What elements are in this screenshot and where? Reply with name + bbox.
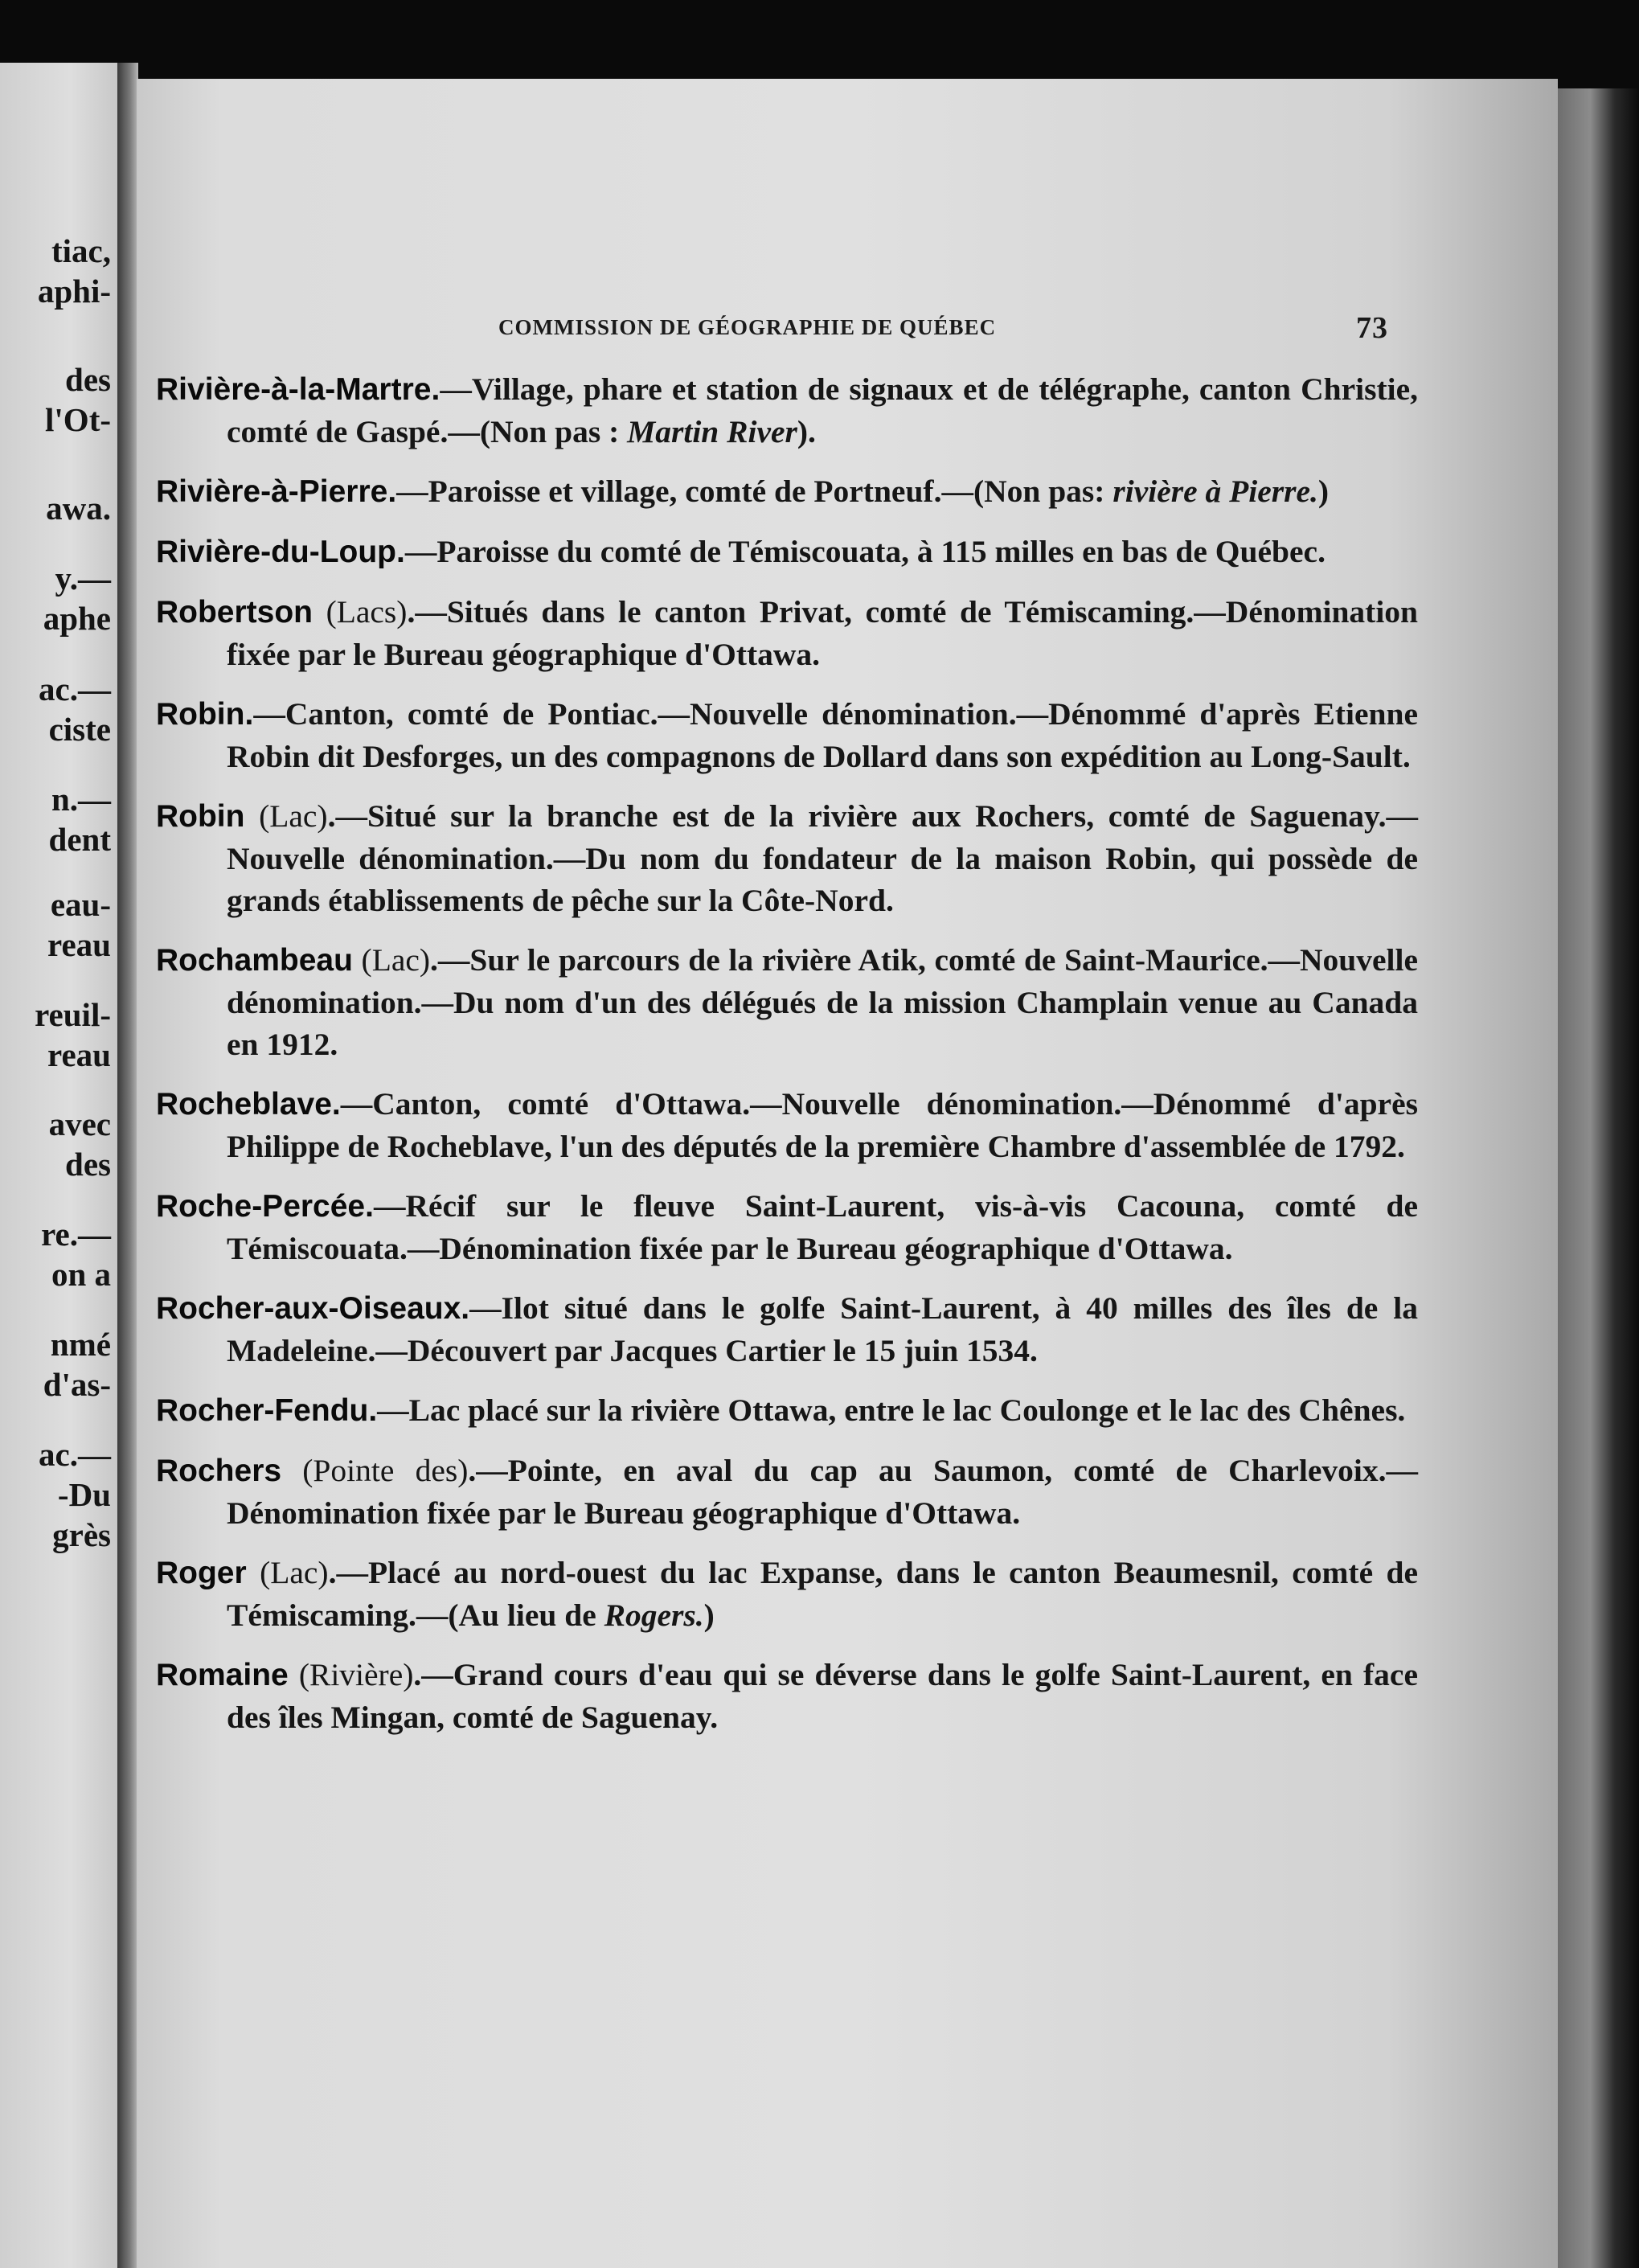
facing-page-text: ac.— — [39, 671, 111, 707]
entry-headword: Rivière-du-Loup. — [156, 535, 405, 569]
entry-qualifier: (Lac) — [246, 1555, 329, 1590]
entry-text: .—Situé sur la branche est de la rivière aux Rochers, comté de Saguenay.—Nouvelle dénomination.—Du nom du fondateur de la maison Robin, qui possède de grands établissements de pêche sur la Côte-Nord. — [227, 798, 1419, 918]
page-number: 73 — [1356, 311, 1388, 345]
entry-qualifier: (Pointe des) — [281, 1453, 469, 1488]
page-edge — [1558, 88, 1639, 2268]
entry-headword: Rochambeau — [156, 943, 353, 978]
entry-qualifier: (Lacs) — [313, 594, 408, 630]
running-title: COMMISSION DE GÉOGRAPHIE DE QUÉBEC — [498, 315, 997, 339]
entry-headword: Rivière-à-Pierre. — [156, 474, 397, 509]
facing-page-text: nmé — [50, 1326, 111, 1363]
book-page — [137, 79, 1558, 2268]
entry-headword: Rocher-aux-Oiseaux. — [156, 1291, 470, 1326]
entry-text: .—Placé au nord-ouest du lac Expanse, dans le canton Beaumesnil, comté de Témiscaming.—(Au lieu de — [227, 1555, 1418, 1633]
entry-text: —Paroisse et village, comté de Portneuf.—(Non pas: — [396, 474, 1113, 509]
facing-page-text: aphe — [43, 600, 111, 637]
facing-page-fragment — [0, 63, 117, 2268]
gazetteer-entries — [156, 368, 1418, 1756]
entry-text: .—Pointe, en aval du cap au Saumon, comté de Charlevoix.—Dénomination fixée par le Bureau géographique d'Ottawa. — [227, 1453, 1418, 1531]
entry-text: .—Grand cours d'eau qui se déverse dans le golfe Saint-Laurent, en face des îles Mingan, comté de Saguenay. — [227, 1657, 1418, 1735]
facing-page-text: on a — [51, 1256, 111, 1293]
entry-italic-text: Martin River — [627, 414, 797, 449]
entry-text: —Canton, comté de Pontiac.—Nouvelle dénomination.—Dénommé d'après Etienne Robin dit Desforges, un des compagnons de Dollard dans son expédition au Long-Sault. — [227, 696, 1418, 774]
entry-headword: Robin. — [156, 697, 254, 732]
entry-text: .—Sur le parcours de la rivière Atik, comté de Saint-Maurice.—Nouvelle dénomination.—Du nom d'un des délégués de la mission Champlain venue au Canada en 1912. — [227, 942, 1419, 1062]
facing-page-text: awa. — [46, 490, 111, 527]
entry-headword: Roche-Percée. — [156, 1189, 374, 1224]
facing-page-text: avec — [48, 1105, 111, 1142]
facing-page-text: dent — [48, 821, 111, 858]
entry-text: —Village, phare et station de signaux et de télégraphe, canton Christie, comté de Gaspé.—(Non pas : — [227, 371, 1418, 449]
gazetteer-entry — [156, 1287, 1418, 1372]
facing-page-text: -Du — [57, 1476, 111, 1513]
entry-italic-text: Rogers. — [604, 1597, 704, 1633]
facing-page-text: ciste — [48, 711, 111, 748]
entry-headword: Rivière-à-la-Martre. — [156, 372, 440, 407]
entry-text: —Paroisse du comté de Témiscouata, à 115 milles en bas de Québec. — [404, 534, 1326, 569]
facing-page-text: ac.— — [39, 1436, 111, 1473]
entry-text: .—Situés dans le canton Privat, comté de Témiscaming.—Dénomination fixée par le Bureau géographique d'Ottawa. — [227, 594, 1419, 672]
facing-page-text: reau — [47, 1036, 111, 1073]
gazetteer-entry — [156, 531, 1418, 573]
gazetteer-entry — [156, 591, 1418, 675]
facing-page-text: y.— — [55, 560, 111, 597]
gazetteer-entry — [156, 1552, 1418, 1636]
entry-headword: Rocheblave. — [156, 1087, 341, 1122]
gazetteer-entry — [156, 368, 1418, 453]
facing-page-text: tiac, — [51, 232, 111, 269]
facing-page-text: eau- — [50, 886, 111, 923]
gazetteer-entry — [156, 1185, 1418, 1269]
facing-page-text: n.— — [51, 781, 111, 818]
entry-headword: Rocher-Fendu. — [156, 1393, 378, 1428]
gazetteer-entry — [156, 1389, 1418, 1432]
entry-text: —Ilot situé dans le golfe Saint-Laurent, à 40 milles des îles de la Madeleine.—Découvert par Jacques Cartier le 15 juin 1534. — [227, 1290, 1418, 1368]
facing-page-text: d'as- — [43, 1366, 111, 1403]
facing-page-text: grès — [52, 1516, 111, 1553]
entry-text-end: ) — [1317, 474, 1330, 509]
gazetteer-entry — [156, 1450, 1418, 1534]
facing-page-text: re.— — [41, 1216, 111, 1253]
entry-qualifier: (Lac) — [244, 798, 328, 834]
facing-page-text: reuil- — [35, 996, 111, 1033]
entry-headword: Romaine — [156, 1658, 289, 1692]
gazetteer-entry — [156, 693, 1418, 777]
gazetteer-entry — [156, 795, 1418, 921]
facing-page-text: l'Ot- — [45, 401, 111, 438]
facing-page-text: des — [65, 361, 111, 398]
facing-page-text: aphi- — [37, 273, 111, 310]
gazetteer-entry — [156, 470, 1418, 513]
entry-text: —Récif sur le fleuve Saint-Laurent, vis-à-vis Cacouna, comté de Témiscouata.—Dénomination fixée par le Bureau géographique d'Ottawa. — [227, 1188, 1418, 1266]
gazetteer-entry — [156, 1654, 1418, 1738]
entry-text-end: ). — [797, 414, 816, 449]
gazetteer-entry — [156, 939, 1418, 1065]
book-gutter — [117, 63, 138, 2268]
entry-text-end: ) — [703, 1597, 715, 1633]
entry-text: —Canton, comté d'Ottawa.—Nouvelle dénomination.—Dénommé d'après Philippe de Rocheblave, l'un des députés de la première Chambre d'assemblée de 1792. — [227, 1086, 1418, 1164]
facing-page-text: reau — [47, 926, 111, 963]
entry-headword: Robin — [156, 799, 245, 834]
entry-headword: Rochers — [156, 1454, 282, 1488]
gazetteer-entry — [156, 1083, 1418, 1167]
entry-qualifier: (Lac) — [352, 942, 431, 978]
entry-text: —Lac placé sur la rivière Ottawa, entre le lac Coulonge et le lac des Chênes. — [377, 1392, 1406, 1428]
entry-qualifier: (Rivière) — [288, 1657, 414, 1692]
entry-headword: Roger — [156, 1556, 247, 1590]
facing-page-text: des — [65, 1146, 111, 1183]
entry-italic-text: rivière à Pierre. — [1112, 474, 1318, 509]
entry-headword: Robertson — [156, 595, 313, 630]
